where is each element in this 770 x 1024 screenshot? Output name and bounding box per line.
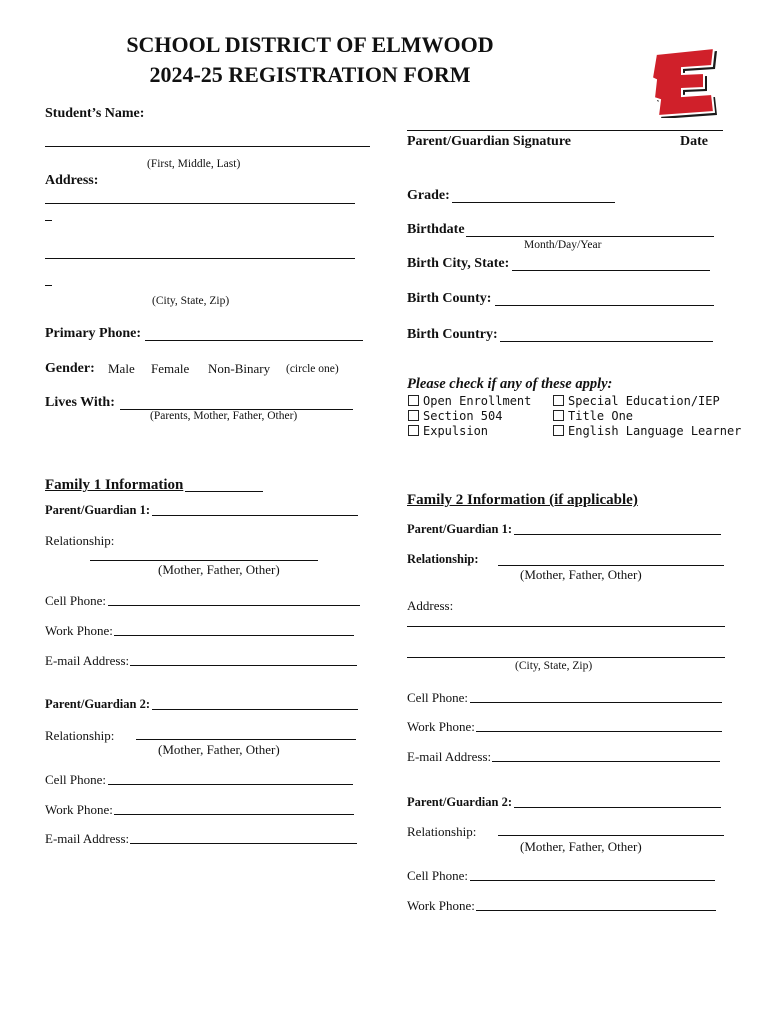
student-name-label: Student’s Name: bbox=[45, 106, 145, 121]
lives-with-label: Lives With: bbox=[45, 395, 115, 410]
address-mark-1 bbox=[45, 220, 52, 221]
birth-city-label: Birth City, State: bbox=[407, 256, 510, 271]
family1-pg1-label: Parent/Guardian 1: bbox=[45, 503, 150, 517]
signature-label: Parent/Guardian Signature bbox=[407, 134, 572, 149]
family1-email-label: E-mail Address: bbox=[45, 653, 130, 668]
check-label: Open Enrollment bbox=[423, 394, 532, 408]
primary-phone-label: Primary Phone: bbox=[45, 326, 142, 341]
gender-option-male[interactable]: Male bbox=[108, 361, 135, 376]
family1-cell2-field[interactable] bbox=[108, 784, 353, 785]
family1-cell-label: Cell Phone: bbox=[45, 593, 107, 608]
family1-work-label: Work Phone: bbox=[45, 623, 113, 638]
family1-relationship2-field[interactable] bbox=[136, 739, 356, 740]
family2-relationship2-field[interactable] bbox=[498, 835, 724, 836]
family2-work-label: Work Phone: bbox=[407, 719, 475, 734]
grade-label: Grade: bbox=[407, 188, 450, 203]
birth-city-field[interactable] bbox=[512, 270, 710, 271]
check-label: Section 504 bbox=[423, 409, 503, 423]
address-hint: (City, State, Zip) bbox=[152, 295, 230, 307]
gender-option-nonbinary[interactable]: Non-Binary bbox=[208, 361, 271, 376]
family1-relationship-field[interactable] bbox=[90, 560, 318, 561]
family1-email-field[interactable] bbox=[130, 665, 357, 666]
birth-county-field[interactable] bbox=[495, 305, 714, 306]
family1-work2-label: Work Phone: bbox=[45, 802, 113, 817]
family2-relationship2-label: Relationship: bbox=[407, 824, 477, 839]
address-line-1[interactable] bbox=[45, 203, 355, 204]
check-label: Title One bbox=[568, 409, 634, 423]
gender-option-female[interactable]: Female bbox=[151, 361, 190, 376]
family1-email2-label: E-mail Address: bbox=[45, 831, 130, 846]
check-label: English Language Learner bbox=[568, 424, 742, 438]
family2-work2-label: Work Phone: bbox=[407, 898, 475, 913]
gender-label: Gender: bbox=[45, 361, 95, 376]
check-label: Expulsion bbox=[423, 424, 489, 438]
family1-pg2-field[interactable] bbox=[152, 709, 358, 710]
family2-address-line-1[interactable] bbox=[407, 626, 725, 627]
check-special-education[interactable] bbox=[553, 394, 720, 408]
family2-relationship-label: Relationship: bbox=[407, 552, 479, 566]
checkbox-icon bbox=[553, 395, 564, 406]
form-title-line1: SCHOOL DISTRICT OF ELMWOOD bbox=[126, 32, 494, 57]
student-name-hint: (First, Middle, Last) bbox=[147, 158, 241, 170]
date-label: Date bbox=[680, 134, 708, 149]
birthdate-hint: Month/Day/Year bbox=[524, 239, 602, 251]
family1-relationship-hint: (Mother, Father, Other) bbox=[158, 562, 280, 577]
birth-country-field[interactable] bbox=[500, 341, 713, 342]
family1-email2-field[interactable] bbox=[130, 843, 357, 844]
family2-address-hint: (City, State, Zip) bbox=[515, 660, 593, 672]
birth-county-label: Birth County: bbox=[407, 291, 492, 306]
form-title-line2: 2024-25 REGISTRATION FORM bbox=[149, 62, 471, 87]
check-label: Special Education/IEP bbox=[568, 394, 720, 408]
family2-cell-field[interactable] bbox=[470, 702, 722, 703]
family1-pg1-field[interactable] bbox=[152, 515, 358, 516]
family2-cell2-label: Cell Phone: bbox=[407, 868, 469, 883]
family2-work2-field[interactable] bbox=[476, 910, 716, 911]
family2-pg1-label: Parent/Guardian 1: bbox=[407, 522, 512, 536]
family2-address-label: Address: bbox=[407, 598, 454, 613]
check-title-one[interactable] bbox=[553, 409, 633, 423]
family2-relationship-hint: (Mother, Father, Other) bbox=[520, 567, 642, 582]
family2-pg1-field[interactable] bbox=[514, 534, 721, 535]
checkbox-icon bbox=[408, 425, 419, 436]
checkbox-icon bbox=[408, 410, 419, 421]
birthdate-field[interactable] bbox=[466, 236, 714, 237]
family1-relationship2-label: Relationship: bbox=[45, 728, 115, 743]
birth-country-label: Birth Country: bbox=[407, 327, 498, 342]
family2-cell2-field[interactable] bbox=[470, 880, 715, 881]
address-label: Address: bbox=[45, 173, 99, 188]
family2-relationship2-hint: (Mother, Father, Other) bbox=[520, 839, 642, 854]
address-line-2[interactable] bbox=[45, 258, 355, 259]
family1-work-field[interactable] bbox=[114, 635, 354, 636]
family1-title: Family 1 Information bbox=[45, 477, 184, 493]
student-name-field[interactable] bbox=[45, 146, 370, 147]
birthdate-label: Birthdate bbox=[407, 222, 465, 237]
family1-work2-field[interactable] bbox=[114, 814, 354, 815]
family2-work-field[interactable] bbox=[476, 731, 722, 732]
family2-relationship-field[interactable] bbox=[498, 565, 724, 566]
family2-title: Family 2 Information (if applicable) bbox=[407, 492, 638, 508]
family1-pg2-label: Parent/Guardian 2: bbox=[45, 697, 150, 711]
lives-with-hint: (Parents, Mother, Father, Other) bbox=[150, 410, 298, 422]
family1-title-underline bbox=[185, 491, 263, 492]
check-open-enrollment[interactable] bbox=[408, 394, 531, 408]
checkbox-icon bbox=[408, 395, 419, 406]
family1-relationship-label: Relationship: bbox=[45, 533, 115, 548]
gender-hint: (circle one) bbox=[286, 363, 339, 375]
family2-pg2-label: Parent/Guardian 2: bbox=[407, 795, 512, 809]
signature-line[interactable] bbox=[407, 130, 723, 131]
family2-email-field[interactable] bbox=[492, 761, 720, 762]
family2-email-label: E-mail Address: bbox=[407, 749, 492, 764]
logo-e-icon bbox=[652, 48, 717, 118]
check-expulsion[interactable] bbox=[408, 424, 488, 438]
family2-pg2-field[interactable] bbox=[514, 807, 721, 808]
check-section-504[interactable] bbox=[408, 409, 502, 423]
family1-cell2-label: Cell Phone: bbox=[45, 772, 107, 787]
checks-title: Please check if any of these apply: bbox=[407, 376, 613, 392]
check-ell[interactable] bbox=[553, 424, 741, 438]
grade-field[interactable] bbox=[452, 202, 615, 203]
family2-cell-label: Cell Phone: bbox=[407, 690, 469, 705]
checkbox-icon bbox=[553, 425, 564, 436]
district-logo bbox=[648, 40, 718, 118]
address-mark-2 bbox=[45, 285, 52, 286]
family1-cell-field[interactable] bbox=[108, 605, 360, 606]
family2-address-line-2[interactable] bbox=[407, 657, 725, 658]
primary-phone-field[interactable] bbox=[145, 340, 363, 341]
checkbox-icon bbox=[553, 410, 564, 421]
family1-relationship2-hint: (Mother, Father, Other) bbox=[158, 742, 280, 757]
